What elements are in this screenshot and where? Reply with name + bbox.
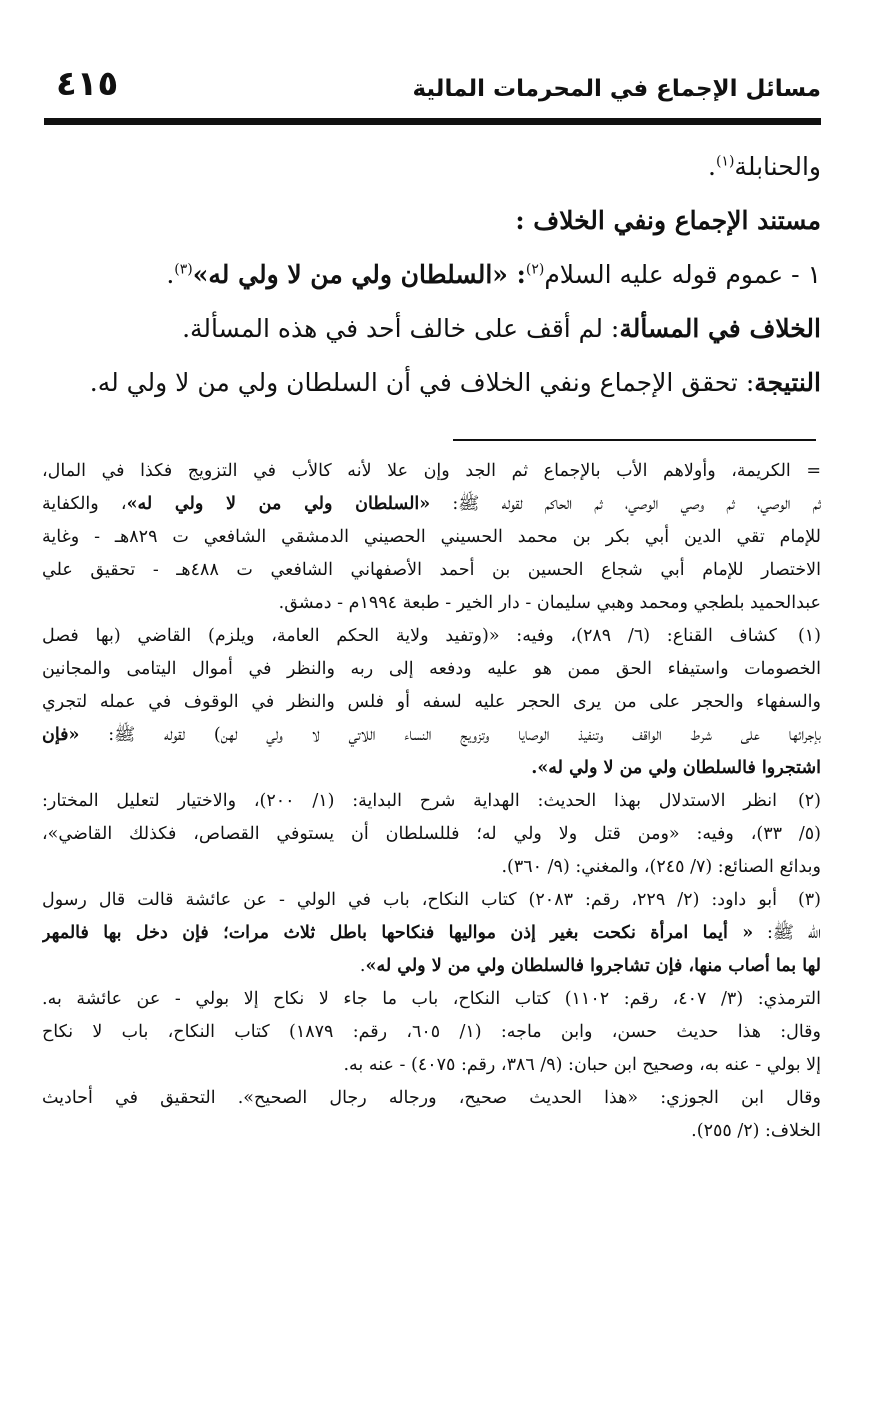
- result-line: [48, 356, 821, 410]
- footnote-line: الخصومات واستيفاء الحق ممن هو عليه ودفعه إلى ربه والنظر في أموال اليتامى والمجانين: [42, 659, 821, 679]
- running-title: مسائل الإجماع في المحرمات المالية: [412, 76, 821, 102]
- footnote-line: والسفهاء والحجر على من يرى الحجر عليه لسفه أو فلس والنظر في الوقوف في عمله لتجري: [42, 692, 821, 712]
- section-heading: مستند الإجماع ونفي الخلاف :: [515, 206, 821, 235]
- footnote-ref-3: (٣): [174, 261, 193, 278]
- footnote-line: = الكريمة، وأولاهم الأب بالإجماع ثم الجد وإن علا لأنه كالأب في التزويج فكذا في المال،: [42, 461, 821, 481]
- page-number: ٤١٥: [56, 64, 119, 104]
- footnote-line: الترمذي: (٣/ ٤٠٧، رقم: ١١٠٢) كتاب النكاح، باب ما جاء لا نكاح إلا بولي - عن عائشة به.: [42, 989, 821, 1009]
- footnote-quote: « أيما امرأة نكحت بغير إذن مواليها فنكاحها باطل ثلاث مرات؛ فإن دخل بها فالمهر: [42, 923, 754, 943]
- footnote-3: [42, 884, 821, 1148]
- footnote-text: بإجرائها على شرط الواقف وتنفيذ الوصايا وتزويج النساء اللاتي لا ولي لهن) لقوله ﷺ:: [79, 725, 821, 745]
- dispute-text: : لم أقف على خالف أحد في هذه المسألة.: [182, 314, 620, 343]
- footnote-line: وقال ابن الجوزي: «هذا الحديث صحيح، ورجاله رجال الصحيح». التحقيق في أحاديث: [42, 1088, 821, 1108]
- footnote-line: كشاف القناع: (٦/ ٢٨٩)، وفيه: «(وتفيد ولاية الحكم العامة، ويلزم) القاضي (بها فصل: [42, 626, 777, 646]
- footnote-ref-2: (٢): [525, 261, 545, 278]
- result-label: النتيجة: [754, 368, 821, 397]
- evidence-prefix: ١ - عموم قوله عليه السلام: [544, 260, 821, 289]
- footnote-line: أبو داود: (٢/ ٢٢٩، رقم: ٢٠٨٣) كتاب النكاح، باب في الولي - عن عائشة قالت قال رسول: [42, 890, 777, 910]
- running-header: [44, 62, 821, 120]
- footnote-continuation: [42, 455, 821, 620]
- footnote-number: (١): [797, 626, 821, 646]
- footnote-text: .: [359, 956, 366, 976]
- footnote-quote: اشتجروا فالسلطان ولي من لا ولي له».: [531, 758, 821, 778]
- footnote-line: (٥/ ٣٣)، وفيه: «ومن قتل ولا ولي له؛ فللسلطان أن يستوفي القصاص، فكذلك القاضي»،: [42, 824, 821, 844]
- footnote-line: عبدالحميد بلطجي ومحمد وهبي سليمان - دار الخير - طبعة ١٩٩٤م - دمشق.: [278, 593, 821, 613]
- footnote-line: [42, 488, 821, 521]
- footnote-quote: لها بما أصاب منها، فإن تشاجروا فالسلطان ولي من لا ولي له»: [365, 956, 821, 976]
- footnote-line: [42, 917, 821, 950]
- footnote-quote: «فإن: [42, 725, 80, 745]
- footnote-text: ثم الوصي، ثم وصي الوصي، ثم الحاكم لقوله ﷺ:: [430, 494, 821, 514]
- main-line-hanabila: [48, 140, 821, 194]
- footnote-separator: [453, 439, 816, 441]
- footnote-line: الخلاف: (٢/ ٢٥٥).: [691, 1121, 821, 1141]
- footnote-line: وبدائع الصنائع: (٧/ ٢٤٥)، والمغني: (٩/ ٣٦٠).: [501, 857, 821, 877]
- dispute-line: [48, 302, 821, 356]
- footnote-text: ، والكفاية: [42, 494, 127, 514]
- footnote-number: (٢): [797, 791, 821, 811]
- footnote-number: (٣): [797, 890, 821, 910]
- footnote-line: [42, 752, 821, 785]
- evidence-line: [48, 248, 821, 302]
- hanabila-text: والحنابلة: [734, 152, 821, 181]
- footnotes: [42, 455, 821, 1148]
- line-end: .: [166, 260, 175, 289]
- footnote-line: الاختصار للإمام أبي شجاع الحسين بن أحمد الأصفهاني الشافعي ت ٤٨٨هـ - تحقيق علي: [42, 560, 821, 580]
- footnote-2: [42, 785, 821, 884]
- footnote-text: الله ﷺ:: [753, 923, 821, 943]
- main-text: [48, 140, 821, 410]
- footnote-line: [42, 950, 821, 983]
- footnote-ref-1: (١): [715, 153, 735, 170]
- result-text: : تحقق الإجماع ونفي الخلاف في أن السلطان ولي من لا ولي له.: [89, 368, 755, 397]
- footnote-quote: «السلطان ولي من لا ولي له»: [126, 494, 431, 514]
- line-end: .: [708, 152, 716, 181]
- footnote-line: للإمام تقي الدين أبي بكر بن محمد الحسيني الحصيني الدمشقي الشافعي ت ٨٢٩هـ - وغاية: [42, 527, 821, 547]
- header-rule: [44, 118, 821, 125]
- footnote-1: [42, 620, 821, 785]
- hadith-quote: : «السلطان ولي من لا ولي له»: [192, 260, 526, 289]
- footnote-line: انظر الاستدلال بهذا الحديث: الهداية شرح البداية: (١/ ٢٠٠)، والاختيار لتعليل المختار:: [42, 791, 777, 811]
- footnote-line: وقال: هذا حديث حسن، وابن ماجه: (١/ ٦٠٥، رقم: ١٨٧٩) كتاب النكاح، باب لا نكاح: [42, 1022, 821, 1042]
- footnote-line: [42, 719, 821, 752]
- dispute-label: الخلاف في المسألة: [619, 314, 821, 343]
- footnote-line: إلا بولي - عنه به، وصحيح ابن حبان: (٩/ ٣٨٦، رقم: ٤٠٧٥) - عنه به.: [343, 1055, 821, 1075]
